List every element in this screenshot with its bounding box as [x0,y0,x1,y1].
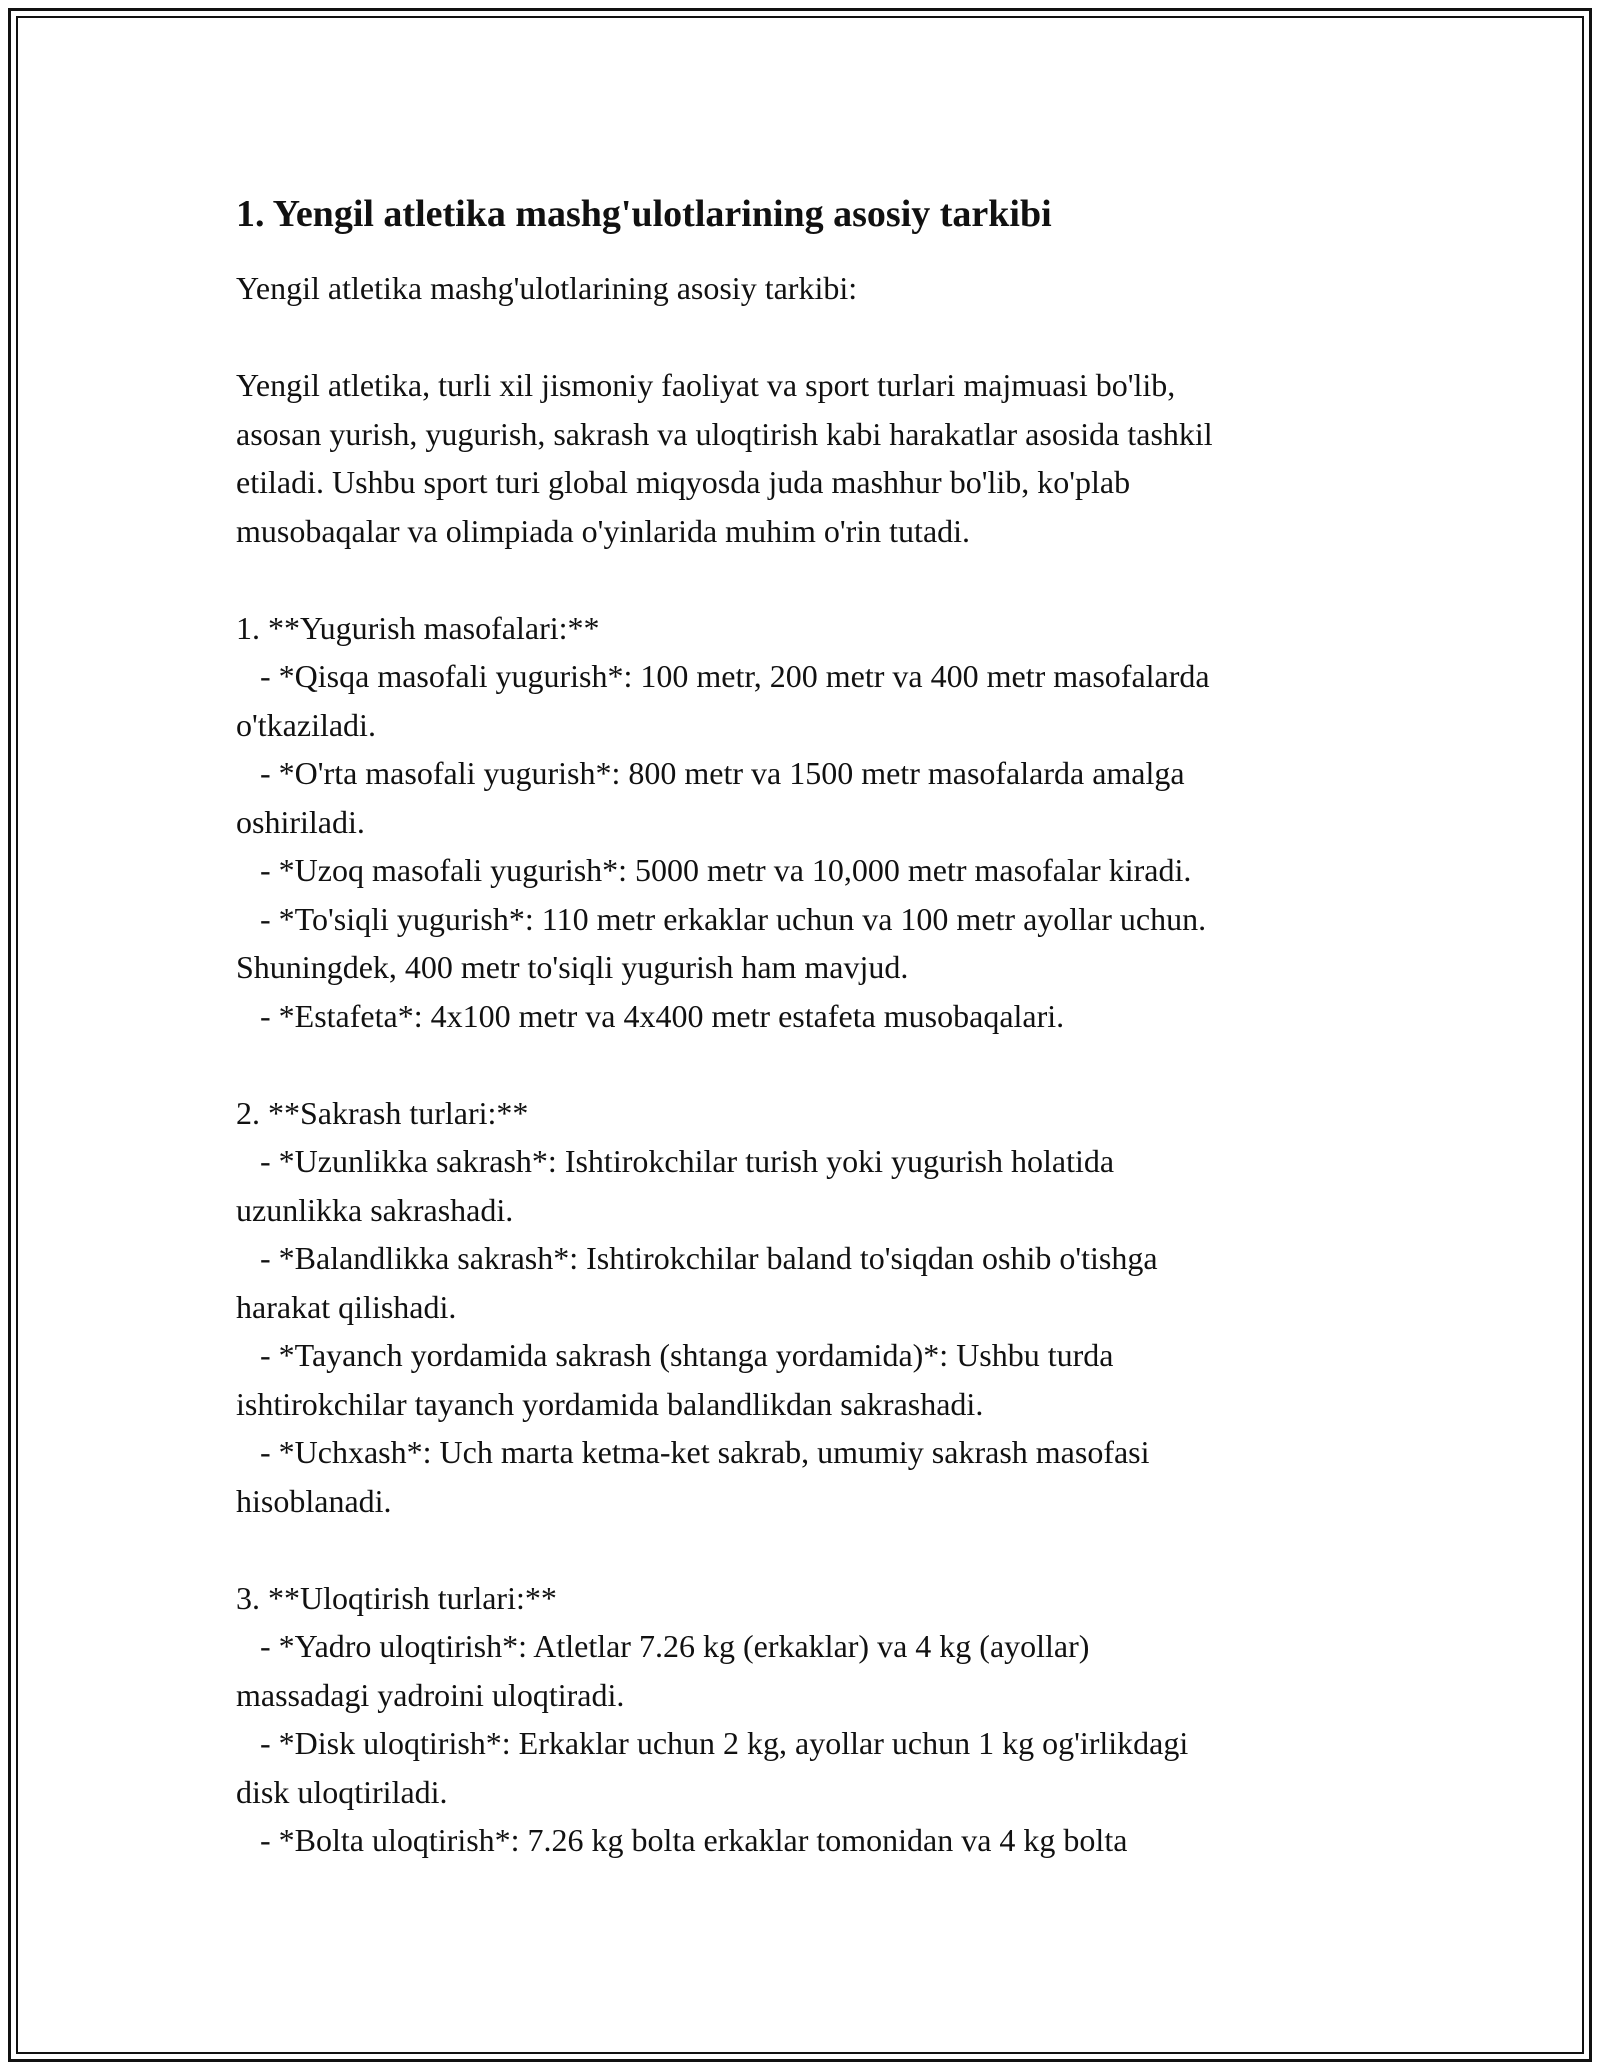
text-line: asosan yurish, yugurish, sakrash va uloqtirish kabi harakatlar asosida tashkil [236,415,1213,452]
text-line: - *Bolta uloqtirish*: 7.26 kg bolta erkaklar tomonidan va 4 kg bolta [236,1822,1128,1858]
text-line: hisoblanadi. [236,1482,392,1519]
text-line: harakat qilishadi. [236,1288,457,1325]
text-line: - *Balandlikka sakrash*: Ishtirokchilar baland to'siqdan oshib o'tishga [236,1240,1158,1276]
text-line: - *Disk uloqtirish*: Erkaklar uchun 2 kg, ayollar uchun 1 kg og'irlikdagi [236,1725,1189,1761]
document-body [236,186,1396,1865]
text-line: disk uloqtiriladi. [236,1773,448,1810]
text-line: - *Tayanch yordamida sakrash (shtanga yordamida)*: Ushbu turda [236,1337,1114,1373]
text-line: oshiriladi. [236,803,365,840]
text-line: - *Qisqa masofali yugurish*: 100 metr, 200 metr va 400 metr masofalarda [236,658,1210,694]
text-line: - *Uzoq masofali yugurish*: 5000 metr va 10,000 metr masofalar kiradi. [236,852,1192,888]
text-line: 3. **Uloqtirish turlari:** [236,1579,557,1616]
paragraph-lines [236,264,1396,1865]
text-line: Yengil atletika, turli xil jismoniy faoliyat va sport turlari majmuasi bo'lib, [236,367,1176,403]
section-heading: 1. Yengil atletika mashg'ulotlarining asosiy tarkibi [236,193,1052,235]
blank-line [236,1040,1396,1089]
text-line: musobaqalar va olimpiada o'yinlarida muhim o'rin tutadi. [236,512,971,549]
text-line: massadagi yadroini uloqtiradi. [236,1676,625,1713]
blank-line [236,1525,1396,1574]
text-line: 2. **Sakrash turlari:** [236,1094,529,1131]
blank-line [236,313,1396,362]
text-line: etiladi. Ushbu sport turi global miqyosda juda mashhur bo'lib, ko'plab [236,464,1131,500]
text-line: - *O'rta masofali yugurish*: 800 metr va 1500 metr masofalarda amalga [236,755,1185,791]
blank-line [236,555,1396,604]
text-line: - *Yadro uloqtirish*: Atletlar 7.26 kg (erkaklar) va 4 kg (ayollar) [236,1628,1090,1664]
text-line: - *Uzunlikka sakrash*: Ishtirokchilar turish yoki yugurish holatida [236,1143,1115,1179]
text-line: - *Uchxash*: Uch marta ketma-ket sakrab, umumiy sakrash masofasi [236,1434,1150,1470]
text-line: uzunlikka sakrashadi. [236,1191,514,1228]
text-line: 1. **Yugurish masofalari:** [236,609,600,646]
text-line: ishtirokchilar tayanch yordamida balandlikdan sakrashadi. [236,1385,984,1422]
text-line: Shuningdek, 400 metr to'siqli yugurish ham mavjud. [236,949,909,985]
text-line: Yengil atletika mashg'ulotlarining asosiy tarkibi: [236,270,858,306]
text-line: - *Estafeta*: 4x100 metr va 4x400 metr estafeta musobaqalari. [236,997,1065,1034]
text-line: o'tkaziladi. [236,706,376,743]
text-line: - *To'siqli yugurish*: 110 metr erkaklar uchun va 100 metr ayollar uchun. [236,900,1207,937]
